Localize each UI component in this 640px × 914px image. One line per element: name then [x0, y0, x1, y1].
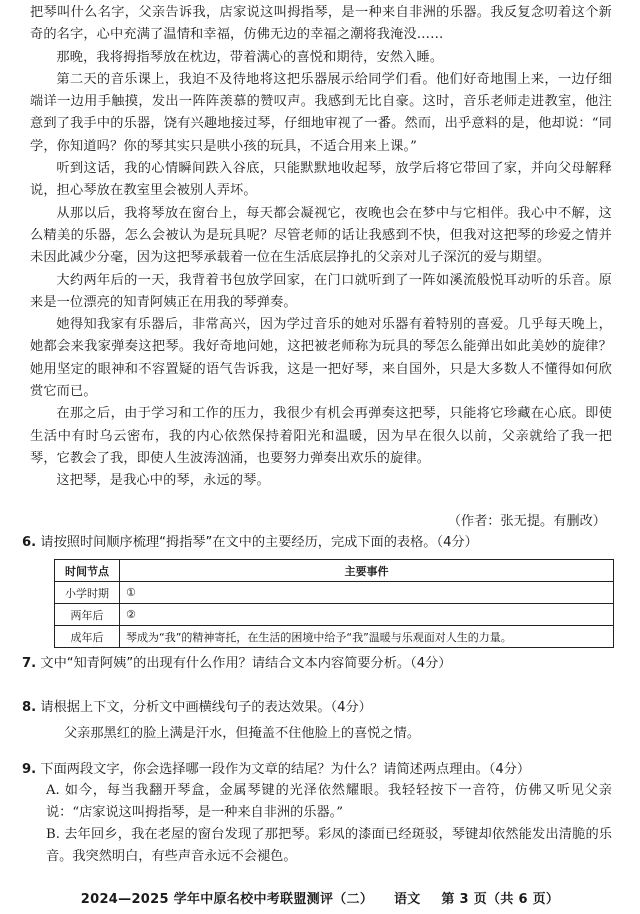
- table-cell-node: 成年后: [55, 626, 120, 648]
- underlined-sentence: 父亲那黑红的脸上满是汗水，但掩盖不住他脸上的喜悦之情。: [64, 726, 421, 741]
- table-header-row: [55, 560, 614, 582]
- question-text: 请根据上下文，分析文中画横线句子的表达效果。（4分）: [40, 700, 372, 715]
- passage-paragraph: 那晚，我将拇指琴放在枕边，带着满心的喜悦和期待，安然入睡。: [56, 49, 444, 65]
- table-row: [55, 582, 614, 604]
- passage-paragraph: 听到这话，我的心情瞬间跌入谷底，只能默默地收起琴，放学后将它带回了家，并向父母解释说，担心琴放在教室里会被别人弄坏。: [30, 161, 612, 199]
- question-9: [22, 760, 618, 780]
- table-row: [55, 604, 614, 626]
- question-number: 9.: [22, 762, 37, 777]
- table-cell-event: ①: [120, 582, 614, 604]
- passage-source: （作者：张无提。有删改）: [447, 514, 606, 529]
- option-b: [46, 824, 612, 868]
- passage-paragraph: 从那以后，我将琴放在窗台上，每天都会凝视它，夜晚也会在梦中与它相伴。我心中不解，这么精美的乐器，怎么会被认为是玩具呢？尽管老师的话让我感到不快，但我对这把琴的珍爱之情并未因此减少分毫，因为这把琴承载着一位在生活底层挣扎的父亲对儿子深沉的爱与期望。: [30, 205, 612, 266]
- table-row: [55, 626, 614, 648]
- table-header-event: 主要事件: [120, 560, 614, 582]
- passage-paragraph: 她得知我家有乐器后，非常高兴，因为学过音乐的她对乐器有着特别的喜爱。几乎每天晚上，她都会来我家弹奏这把琴。我好奇地问她，这把被老师称为玩具的琴怎么能弹出如此美妙的旋律？她用坚定的眼神和不容置疑的语气告诉我，这是一把好琴，来自国外，只是大多数人不懂得如何欣赏它而已。: [30, 317, 612, 400]
- question-6: [22, 533, 618, 553]
- subject-label: 语文: [393, 892, 421, 907]
- page-footer: [0, 888, 640, 907]
- question-8: [22, 698, 618, 718]
- passage-paragraph: 这把琴，是我心中的琴，永远的琴。: [56, 473, 270, 489]
- question-number: 8.: [22, 700, 37, 715]
- table-header-node: 时间节点: [55, 560, 120, 582]
- events-table: [54, 559, 614, 648]
- question-text: 文中“知青阿姨”的出现有什么作用？请结合文本内容简要分析。（4分）: [40, 656, 452, 671]
- exam-title: 2024—2025 学年中原名校中考联盟测评（二）: [80, 892, 374, 907]
- question-7: [22, 654, 618, 674]
- table-cell-event: 琴成为“我”的精神寄托，在生活的困境中给予“我”温暖与乐观面对人生的力量。: [120, 626, 614, 648]
- passage-paragraph: 大约两年后的一天，我背着书包放学回家，在门口就听到了一阵如溪流般悦耳动听的乐音。原来是一位漂亮的知青阿姨正在用我的琴弹奏。: [30, 272, 612, 310]
- reading-passage: [30, 2, 612, 493]
- option-a-text: A. 如今，每当我翻开琴盒，金属琴键的光泽依然耀眼。我轻轻按下一音符，仿佛又听见父亲说：“店家说这叫拇指琴，是一种来自非洲的乐器。”: [46, 783, 612, 820]
- option-a: [46, 780, 612, 824]
- question-number: 7.: [22, 656, 37, 671]
- question-number: 6.: [22, 535, 37, 550]
- question-text: 请按照时间顺序梳理“拇指琴”在文中的主要经历，完成下面的表格。（4分）: [40, 535, 478, 550]
- passage-paragraph: 第二天的音乐课上，我迫不及待地将这把乐器展示给同学们看。他们好奇地围上来，一边仔细端详一边用手触摸，发出一阵阵羡慕的赞叹声。我感到无比自豪。这时，音乐老师走进教室，他注意到了我手中的乐器，饶有兴趣地接过琴，仔细地审视了一番。然而，出乎意料的是，他却说：“同学，你知道吗？你的琴其实只是哄小孩的玩具，不适合用来上课。”: [30, 71, 612, 154]
- table-cell-node: 小学时期: [55, 582, 120, 604]
- question-text: 下面两段文字，你会选择哪一段作为文章的结尾？为什么？请简述两点理由。（4分）: [40, 762, 531, 777]
- table-cell-event: ②: [120, 604, 614, 626]
- option-b-text: B. 去年回乡，我在老屋的窗台发现了那把琴。彩凤的漆面已经斑驳，琴键却依然能发出清脆的乐音。我突然明白，有些声音永远不会褪色。: [46, 827, 612, 864]
- passage-paragraph: 在那之后，由于学习和工作的压力，我很少有机会再弹奏这把琴，只能将它珍藏在心底。即使生活中有时乌云密布，我的内心依然保持着阳光和温暖，因为早在很久以前，父亲就给了我一把琴，它教会了我，即使人生波涛汹涌，也要努力弹奏出欢乐的旋律。: [30, 406, 612, 466]
- table-cell-node: 两年后: [55, 604, 120, 626]
- page-number: 第 3 页（共 6 页）: [441, 892, 560, 907]
- passage-paragraph: 把琴叫什么名字，父亲告诉我，店家说这叫拇指琴，是一种来自非洲的乐器。我反复念叨着这个新奇的名字，心中充满了温情和幸福，仿佛无边的幸福之潮将我淹没……: [30, 5, 612, 43]
